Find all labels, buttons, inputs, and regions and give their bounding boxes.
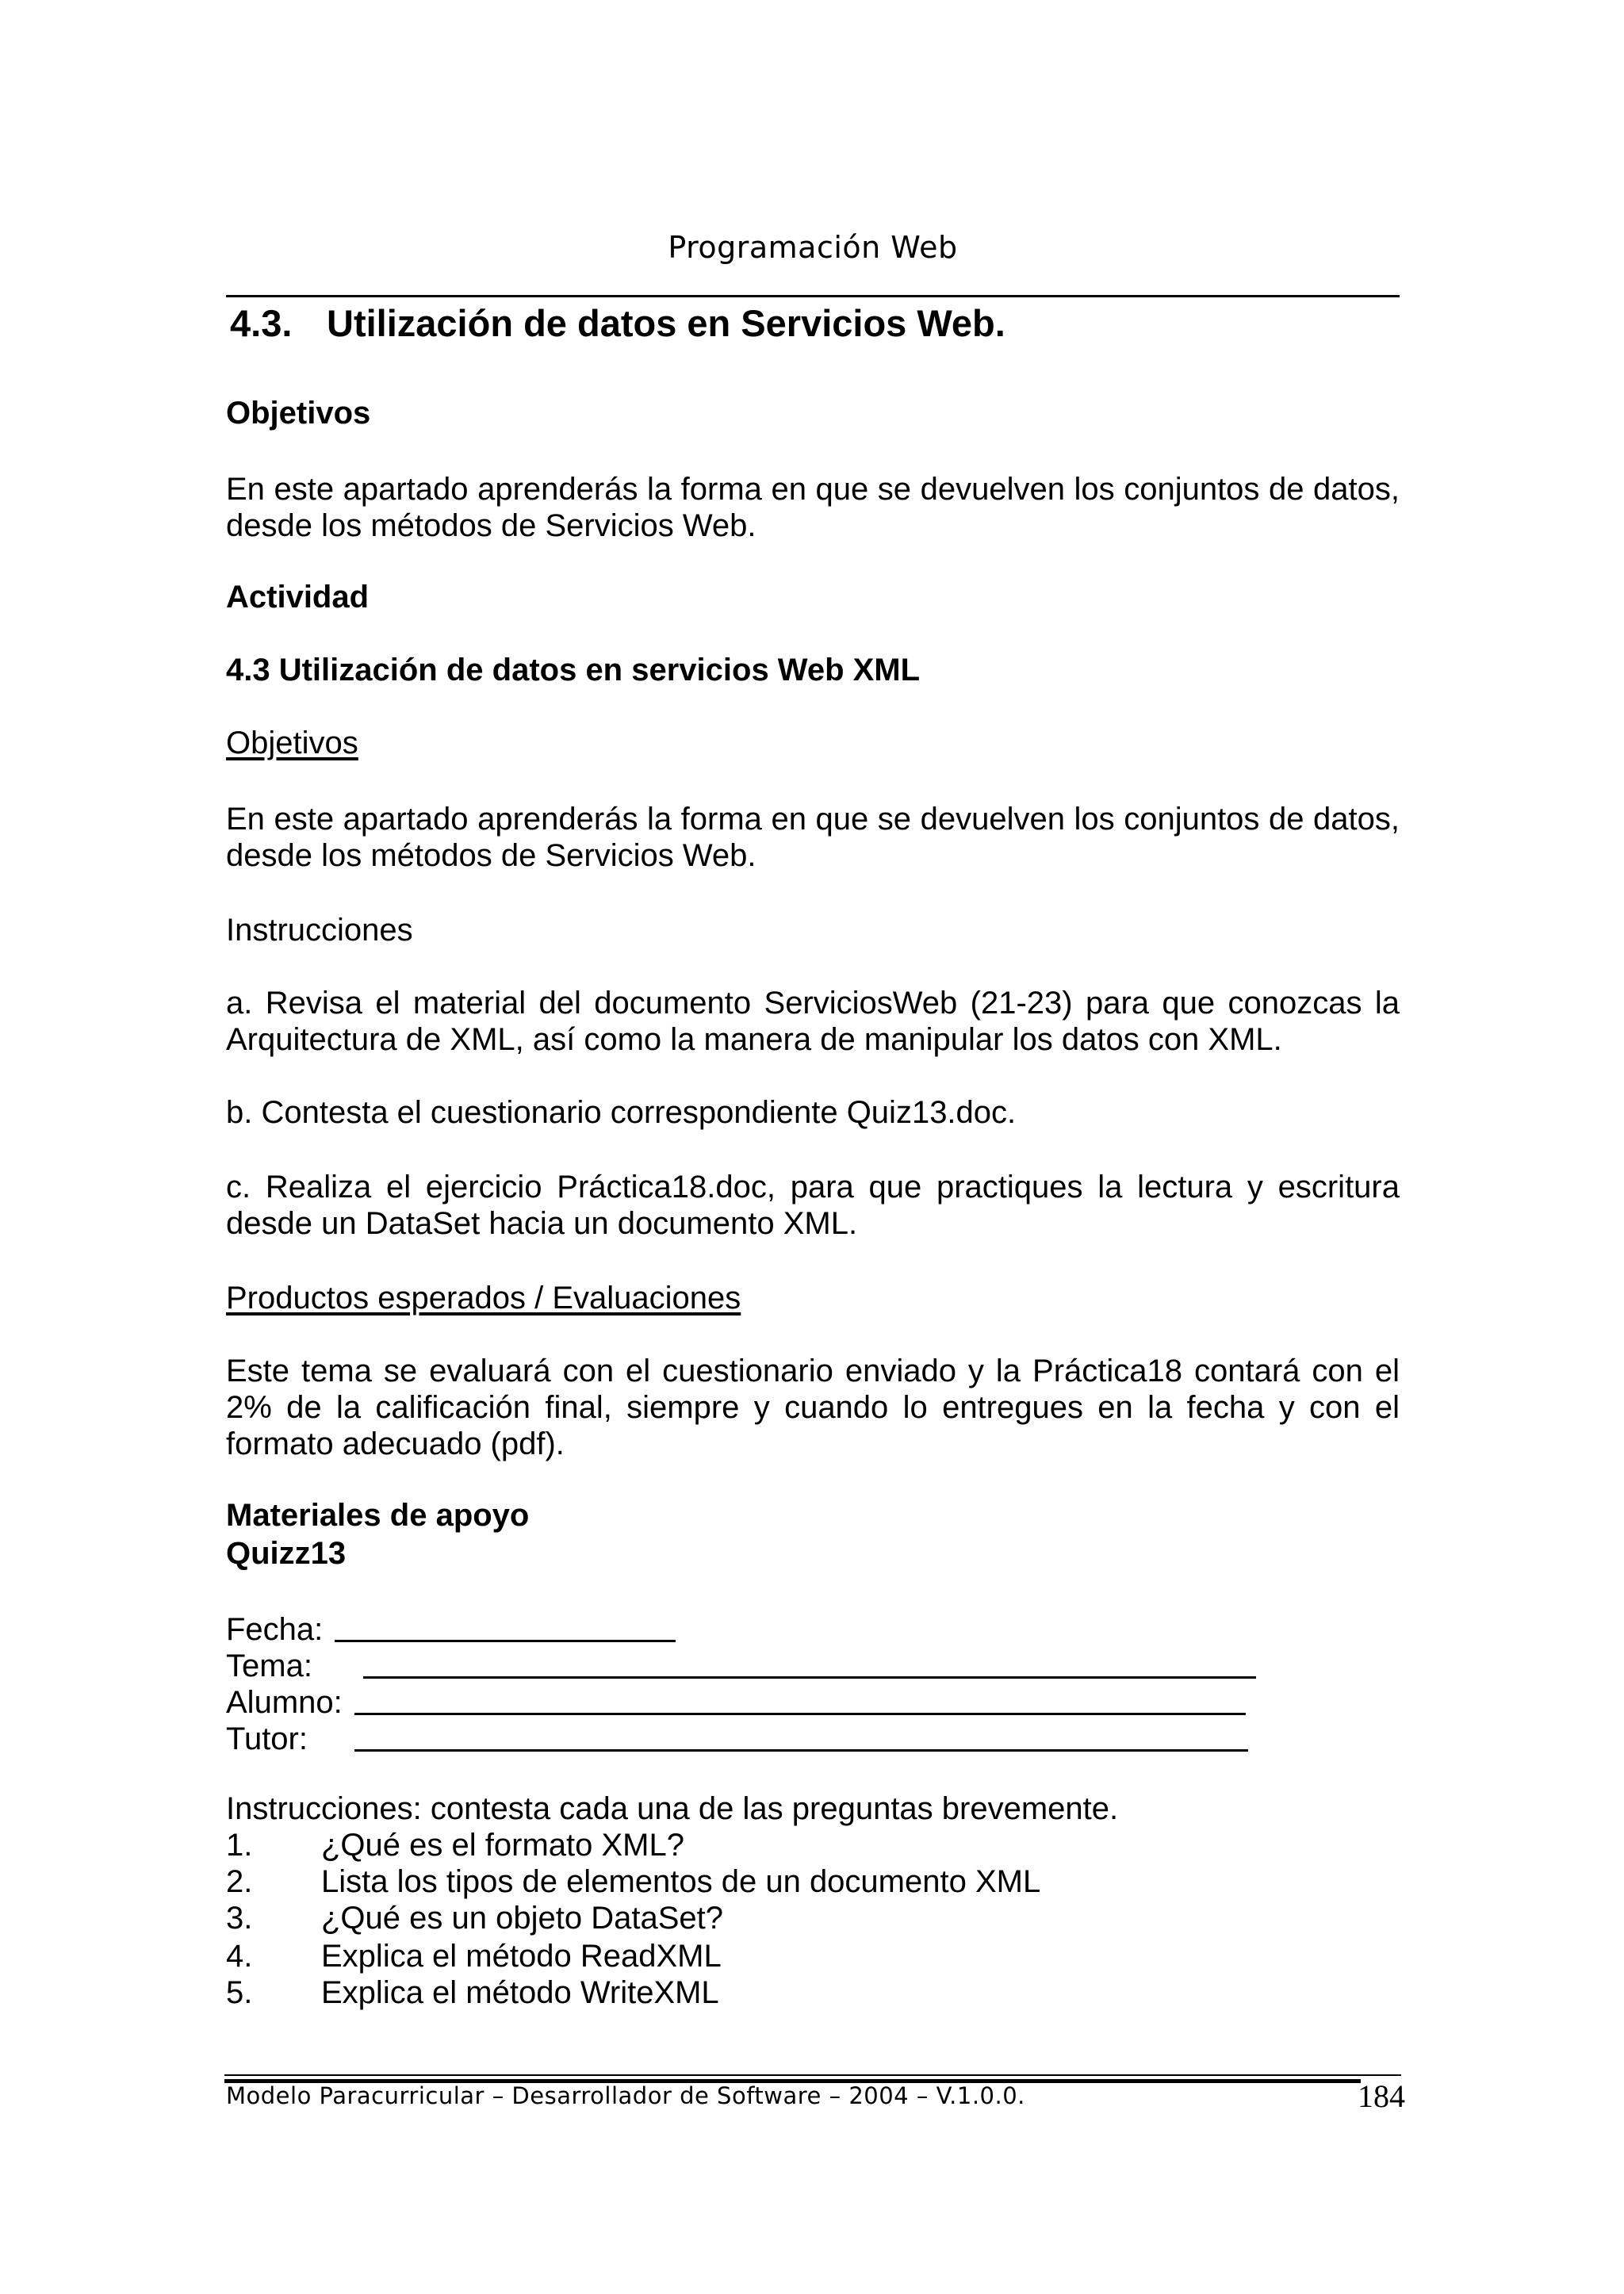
field-label-alumno: Alumno: [226,1685,343,1720]
instructions-heading: Instrucciones [226,913,413,948]
products-paragraph: Este tema se evaluará con el cuestionario enviado y la Práctica18 contará con el 2% de la calificación final, siempre y cuando lo entregues en la fecha y con el formato adecuado (pdf). [226,1354,1400,1461]
products-heading [226,1280,1400,1316]
objectives-heading: Objetivos [226,396,371,431]
activity-objectives-paragraph: En este apartado aprenderás la forma en que se devuelven los conjuntos de datos, desde los métodos de Servicios Web. [226,802,1400,873]
instruction-item-c: c. Realiza el ejercicio Práctica18.doc, para que practiques la lectura y escritura desde un DataSet hacia un documento XML. [226,1170,1400,1241]
question-text: Explica el método ReadXML [321,1939,722,1974]
field-line-fecha[interactable] [335,1640,676,1642]
section-number: 4.3. [230,302,293,344]
field-label-fecha: Fecha: [226,1612,324,1647]
quiz-instructions: Instrucciones: contesta cada una de las preguntas brevemente. [226,1791,1119,1826]
materials-heading: Materiales de apoyo [226,1498,530,1533]
instruction-item-b: b. Contesta el cuestionario correspondiente Quiz13.doc. [226,1095,1017,1130]
field-line-tutor[interactable] [354,1749,1248,1752]
quiz-title: Quizz13 [226,1536,347,1571]
question-number: 5. [226,1975,253,2010]
activity-title: 4.3 Utilización de datos en servicios Web XML [226,653,921,687]
products-heading-text: Productos esperados / Evaluaciones [226,1281,741,1316]
question-text: Lista los tipos de elementos de un documento XML [321,1864,1041,1899]
question-number: 2. [226,1864,253,1899]
footer-text: Modelo Paracurricular – Desarrollador de Software – 2004 – V.1.0.0. [226,2082,1025,2109]
instruction-item-a: a. Revisa el material del documento ServiciosWeb (21-23) para que conozcas la Arquitectura de XML, así como la manera de manipular los datos con XML. [226,986,1400,1057]
field-line-alumno[interactable] [354,1713,1246,1715]
question-text: Explica el método WriteXML [321,1975,719,2010]
field-label-tema: Tema: [226,1649,312,1683]
running-header: Programación Web [668,230,958,265]
question-text: ¿Qué es un objeto DataSet? [321,1901,723,1936]
activity-objectives-heading-text: Objetivos [226,726,358,760]
activity-heading: Actividad [226,580,370,615]
section-title-text: Utilización de datos en Servicios Web. [327,302,1005,344]
page-number: 184 [1358,2078,1405,2114]
field-line-tema[interactable] [363,1676,1256,1679]
header-rule [226,295,1400,297]
field-label-tutor: Tutor: [226,1721,308,1756]
question-number: 1. [226,1828,253,1863]
activity-objectives-heading [226,725,1400,761]
objectives-paragraph: En este apartado aprenderás la forma en que se devuelven los conjuntos de datos, desde los métodos de Servicios Web. [226,472,1400,543]
footer-rule-thin [224,2074,1401,2076]
question-text: ¿Qué es el formato XML? [321,1828,684,1863]
question-number: 4. [226,1939,253,1974]
section-title [230,301,1005,345]
question-number: 3. [226,1901,253,1936]
